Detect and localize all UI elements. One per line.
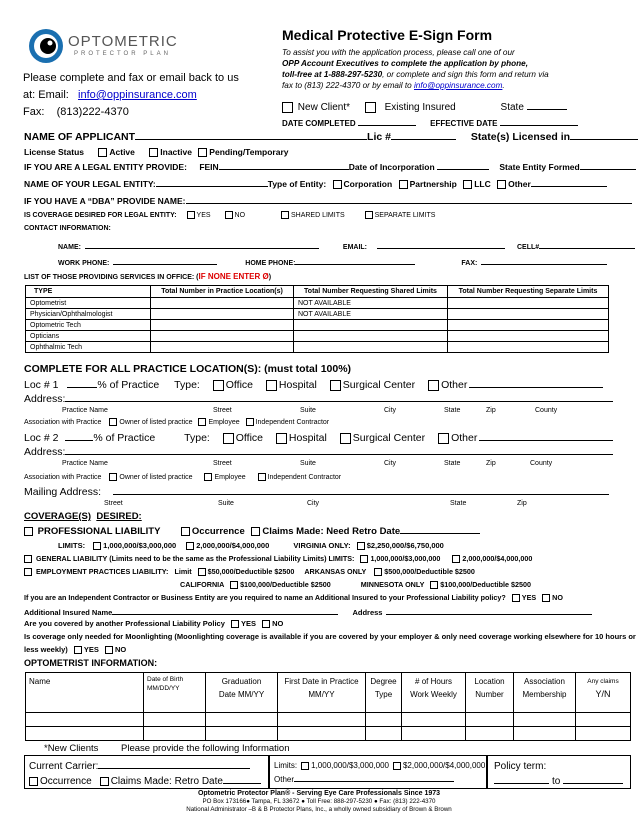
optometrist-info-heading: OPTOMETRIST INFORMATION:	[24, 658, 158, 668]
service-count-cell[interactable]	[151, 309, 294, 320]
inactive-checkbox[interactable]	[149, 148, 158, 157]
loc1-office-checkbox[interactable]	[213, 380, 224, 391]
footer-company: Optometric Protector Plan® - Serving Eye Care Professionals Since 1973	[197, 790, 441, 797]
service-count-cell[interactable]	[151, 298, 294, 309]
dba-row: IF YOU HAVE A “DBA” PROVIDE NAME:	[24, 195, 632, 206]
locations-heading: COMPLETE FOR ALL PRACTICE LOCATION(S): (must total 100%)	[24, 363, 352, 375]
addl-no-checkbox[interactable]	[542, 594, 550, 602]
footer-address: PO Box 173166● Tampa, FL 33672 ● Toll Free: 888-297-5230 ● Fax: (813) 222-4370	[202, 798, 436, 805]
retro-date-field[interactable]	[400, 525, 480, 534]
date-row: DATE COMPLETED EFFECTIVE DATE	[282, 117, 578, 128]
intro-email-link[interactable]: info@oppinsurance.com	[413, 81, 503, 90]
loc1-address-labels: Practice Name Street Suite City State Zip County	[62, 407, 558, 414]
fein-field[interactable]	[219, 161, 349, 170]
loc2-association-row: Association with Practice Owner of listed practice Employee Independent Contractor	[24, 473, 342, 481]
current-carrier-box: Current Carrier: Occurrence Claims Made: Retro Date	[24, 755, 269, 789]
contact-box	[23, 70, 268, 128]
col-type: TYPE	[26, 286, 151, 298]
new-client-checkbox[interactable]	[282, 102, 293, 113]
effective-date-field[interactable]	[500, 117, 578, 126]
service-count-cell: NOT AVAILABLE	[294, 309, 448, 320]
service-count-cell[interactable]	[294, 320, 448, 331]
loc2-owner-checkbox[interactable]	[109, 473, 117, 481]
epl-minnesota-checkbox[interactable]	[430, 581, 438, 589]
license-status-row: License Status Active Inactive Pending/Temporary	[24, 147, 289, 157]
epl-row-2: CALIFORNIA $100,000/Deductible $2500 MINNESOTA ONLY $100,000/Deductible $2500	[180, 580, 531, 589]
loc1-independent-checkbox[interactable]	[246, 418, 254, 426]
optometrist-header-cell: Any claims Y/N	[576, 673, 631, 713]
gl-checkbox[interactable]	[24, 555, 32, 563]
current-carrier-field[interactable]	[98, 760, 250, 769]
optometrist-input-cell[interactable]	[26, 713, 144, 727]
term-end-field[interactable]	[563, 775, 623, 784]
services-row	[26, 298, 609, 309]
optometrist-row	[26, 713, 631, 727]
moonlight-question: Is coverage only needed for Moonlighting (Moonlighting coverage is available if you are covered by your employer & only need coverage working elsewhere for 10 hours or	[24, 632, 636, 641]
legal-name-row: NAME OF YOUR LEGAL ENTITY: Type of Entity: Corporation Partnership LLC Other	[24, 178, 607, 189]
optometrist-header-cell: Date of Birth MM/DD/YY	[144, 673, 206, 713]
addl-yes-checkbox[interactable]	[512, 594, 520, 602]
contact-instruction: Please complete and fax or email back to us	[23, 72, 239, 84]
legal-entity-row: IF YOU ARE A LEGAL ENTITY PROVIDE: FEIN Date of Incorporation State Entity Formed	[24, 161, 636, 172]
loc1-owner-checkbox[interactable]	[109, 418, 117, 426]
loc1-hospital-checkbox[interactable]	[266, 380, 277, 391]
loc2-surgical-checkbox[interactable]	[340, 433, 351, 444]
email-link[interactable]: info@oppinsurance.com	[78, 89, 197, 101]
services-row	[26, 331, 609, 342]
logo-brand: OPTOMETRIC	[68, 33, 178, 50]
moonlight-answer-row: less weekly) YES NO	[24, 645, 127, 654]
service-type-cell: Optometric Tech	[26, 320, 151, 331]
gl-row: GENERAL LIABILITY (Limits need to be the same as the Professional Liability Limits) LIMITS: 1,000,000/$3,000,000 2,000,000/$4,000,000	[24, 554, 532, 563]
email-label: at: Email:	[23, 89, 69, 101]
contact-fax-field[interactable]	[481, 256, 607, 265]
state-formed-field[interactable]	[580, 161, 636, 170]
entity-no-checkbox[interactable]	[225, 211, 233, 219]
mailing-labels: Street Suite City State Zip	[104, 500, 527, 507]
optometrist-input-cell[interactable]	[514, 713, 576, 727]
logo-mark-icon	[28, 28, 64, 64]
va-limit-checkbox[interactable]	[357, 542, 365, 550]
fax-number: (813)222-4370	[56, 106, 129, 118]
loc2-employee-checkbox[interactable]	[204, 473, 212, 481]
incorporation-date-field[interactable]	[437, 161, 489, 170]
work-phone-field[interactable]	[113, 256, 217, 265]
limits-box: Limits: 1,000,000/$3,000,000 $2,000,000/$4,000,000 Other	[269, 755, 487, 789]
phone-row: WORK PHONE: HOME PHONE: FAX:	[58, 256, 607, 267]
gl-limit1-checkbox[interactable]	[360, 555, 368, 563]
optometrist-table	[25, 672, 631, 741]
pl-limit2-checkbox[interactable]	[186, 542, 194, 550]
services-row	[26, 342, 609, 353]
carrier-other-limit-field[interactable]	[294, 773, 454, 782]
entity-yes-checkbox[interactable]	[187, 211, 195, 219]
epl-arkansas-checkbox[interactable]	[374, 568, 382, 576]
policy-term-box: Policy term: to	[487, 755, 631, 789]
service-count-cell[interactable]	[151, 342, 294, 353]
service-count-cell[interactable]	[151, 320, 294, 331]
loc2-address-labels: Practice Name Street Suite City State Zip County	[62, 460, 553, 467]
optometrist-input-cell[interactable]	[466, 713, 514, 727]
service-count-cell[interactable]	[151, 331, 294, 342]
loc2-percent-field[interactable]	[65, 432, 93, 441]
llc-checkbox[interactable]	[463, 180, 472, 189]
states-licensed-field[interactable]	[570, 131, 638, 140]
date-completed-field[interactable]	[358, 117, 416, 126]
form-title: Medical Protective E-Sign Form	[282, 27, 493, 43]
other-policy-yes-checkbox[interactable]	[231, 620, 239, 628]
loc1-other-field[interactable]	[469, 379, 603, 388]
optometrist-header-cell: First Date in Practice MM/YY	[278, 673, 366, 713]
addl-name-field[interactable]	[112, 606, 338, 615]
services-row	[26, 309, 609, 320]
optometrist-row	[26, 727, 631, 741]
loc1-other-checkbox[interactable]	[428, 380, 439, 391]
optometrist-input-cell[interactable]	[366, 713, 402, 727]
footer-administrator: National Administrator –B & B Protector Plans, Inc., a wholly owned subsidiary of Brown & Brown	[186, 806, 452, 813]
service-type-cell: Optometrist	[26, 298, 151, 309]
optometrist-input-cell[interactable]	[144, 727, 206, 741]
services-row	[26, 320, 609, 331]
partnership-checkbox[interactable]	[399, 180, 408, 189]
loc2-address-field[interactable]	[65, 446, 613, 455]
additional-insured-question: If you are an Independent Contractor or Business Entity are you required to name an Additional Insured to your Professional Liability policy? YES NO	[24, 593, 563, 602]
contact-name-row: NAME: EMAIL: CELL#	[58, 240, 635, 251]
service-type-cell: Ophthalmic Tech	[26, 342, 151, 353]
service-count-cell[interactable]	[294, 342, 448, 353]
moonlight-yes-checkbox[interactable]	[74, 646, 82, 654]
epl-limit1-checkbox[interactable]	[198, 568, 206, 576]
corporation-checkbox[interactable]	[333, 180, 342, 189]
coverage-heading: COVERAGE(S) DESIRED:	[24, 511, 142, 522]
mailing-address-field[interactable]	[113, 486, 609, 495]
loc1-address-field[interactable]	[65, 393, 613, 402]
gl-limit2-checkbox[interactable]	[452, 555, 460, 563]
term-start-field[interactable]	[494, 775, 549, 784]
optometrist-input-cell[interactable]	[26, 727, 144, 741]
contact-email-field[interactable]	[377, 240, 505, 249]
loc1-employee-checkbox[interactable]	[198, 418, 206, 426]
state-field[interactable]	[527, 101, 567, 110]
loc2-address-row: Address:	[24, 446, 613, 458]
logo-sub: PROTECTOR PLAN	[74, 51, 171, 57]
loc1-percent-field[interactable]	[67, 379, 97, 388]
loc2-office-checkbox[interactable]	[223, 433, 234, 444]
other-policy-row: Are you covered by another Professional Liability Policy YES NO	[24, 619, 284, 628]
additional-insured-row: Additional Insured Name Address	[24, 606, 592, 617]
loc2-independent-checkbox[interactable]	[258, 473, 266, 481]
service-type-cell: Physician/Ophthalmologist	[26, 309, 151, 320]
optometrist-input-cell[interactable]	[402, 727, 466, 741]
optometrist-input-cell[interactable]	[278, 713, 366, 727]
loc2-row: Loc # 2 % of Practice Type: Office Hospital Surgical Center Other	[24, 432, 613, 444]
legal-entity-name-field[interactable]	[156, 178, 268, 187]
epl-checkbox[interactable]	[24, 568, 32, 576]
active-checkbox[interactable]	[98, 148, 107, 157]
optometrist-header-cell: Graduation Date MM/YY	[206, 673, 278, 713]
logo	[28, 28, 178, 68]
col-shared: Total Number Requesting Shared Limits	[294, 286, 448, 298]
epl-california-checkbox[interactable]	[230, 581, 238, 589]
addl-address-field[interactable]	[386, 606, 592, 615]
optometrist-input-cell[interactable]	[206, 713, 278, 727]
service-count-cell: NOT AVAILABLE	[294, 298, 448, 309]
optometrist-input-cell[interactable]	[466, 727, 514, 741]
separate-limits-checkbox[interactable]	[365, 211, 373, 219]
col-total: Total Number in Practice Location(s)	[151, 286, 294, 298]
optometrist-header-cell: Name	[26, 673, 144, 713]
pl-limit1-checkbox[interactable]	[93, 542, 101, 550]
applicant-row: NAME OF APPLICANT Lic # State(s) Licensed in	[24, 131, 638, 143]
optometrist-input-cell[interactable]	[576, 713, 631, 727]
prof-liability-checkbox[interactable]	[24, 527, 33, 536]
optometrist-header-cell: Location Number	[466, 673, 514, 713]
service-count-cell[interactable]	[448, 320, 609, 331]
pending-checkbox[interactable]	[198, 148, 207, 157]
optometrist-input-cell[interactable]	[144, 713, 206, 727]
optometrist-input-cell[interactable]	[402, 713, 466, 727]
moonlight-no-checkbox[interactable]	[105, 646, 113, 654]
carrier-occurrence-checkbox[interactable]	[29, 777, 38, 786]
contact-name-field[interactable]	[85, 240, 319, 249]
service-count-cell[interactable]	[448, 331, 609, 342]
services-table	[25, 285, 609, 353]
fax-label: Fax:	[23, 106, 45, 118]
coverage-desired-row: IS COVERAGE DESIRED FOR LEGAL ENTITY: YES NO SHARED LIMITS SEPARATE LIMITS	[24, 211, 436, 219]
loc1-surgical-checkbox[interactable]	[330, 380, 341, 391]
service-count-cell[interactable]	[448, 298, 609, 309]
occurrence-checkbox[interactable]	[181, 527, 190, 536]
other-policy-no-checkbox[interactable]	[262, 620, 270, 628]
other-entity-checkbox[interactable]	[497, 180, 506, 189]
service-count-cell[interactable]	[448, 342, 609, 353]
client-type-row: New Client* Existing Insured State	[282, 101, 567, 113]
service-count-cell[interactable]	[448, 309, 609, 320]
intro-text: To assist you with the application process, please call one of our OPP Account Executives to complete the application by phone, toll-free at 1-888-297-5230, or complete and sign this form and return via fax to (813) 222-4370 or by email to info@oppinsurance.com.	[282, 48, 549, 90]
loc1-address-row: Address:	[24, 393, 613, 405]
prof-liability-row: PROFESSIONAL LIABILITY Occurrence Claims Made: Need Retro Date	[24, 525, 480, 537]
claims-made-checkbox[interactable]	[251, 527, 260, 536]
existing-insured-checkbox[interactable]	[365, 102, 376, 113]
loc2-other-checkbox[interactable]	[438, 433, 449, 444]
new-clients-row: *New Clients Please provide the following Information	[44, 743, 290, 754]
applicant-name-field[interactable]	[135, 131, 367, 140]
service-type-cell: Opticians	[26, 331, 151, 342]
services-list-label: LIST OF THOSE PROVIDING SERVICES IN OFFICE: (IF NONE ENTER Ø)	[24, 272, 272, 281]
other-entity-field[interactable]	[531, 178, 607, 187]
footer	[0, 790, 638, 814]
optometrist-input-cell[interactable]	[514, 727, 576, 741]
shared-limits-checkbox[interactable]	[281, 211, 289, 219]
loc1-row: Loc # 1 % of Practice Type: Office Hospital Surgical Center Other	[24, 379, 603, 391]
cell-field[interactable]	[539, 240, 635, 249]
limits-row: LIMITS: 1,000,000/$3,000,000 2,000,000/$4,000,000 VIRGINIA ONLY: $2,250,000/$6,750,000	[58, 541, 444, 550]
service-count-cell[interactable]	[294, 331, 448, 342]
optometrist-header-cell: # of Hours Work Weekly	[402, 673, 466, 713]
dba-field[interactable]	[186, 195, 632, 204]
carrier-limit2-checkbox[interactable]	[393, 762, 401, 770]
col-separate: Total Number Requesting Separate Limits	[448, 286, 609, 298]
license-number-field[interactable]	[391, 131, 456, 140]
optometrist-header-cell: Association Membership	[514, 673, 576, 713]
optometrist-header-cell: Degree Type	[366, 673, 402, 713]
carrier-limit1-checkbox[interactable]	[301, 762, 309, 770]
optometrist-input-cell[interactable]	[576, 727, 631, 741]
epl-row: EMPLOYMENT PRACTICES LIABILITY: Limit $50,000/Deductible $2500 ARKANSAS ONLY $500,000/Deductible $2500	[24, 567, 475, 576]
carrier-claims-checkbox[interactable]	[100, 777, 109, 786]
contact-info-heading: CONTACT INFORMATION:	[24, 225, 111, 232]
loc2-hospital-checkbox[interactable]	[276, 433, 287, 444]
optometrist-input-cell[interactable]	[206, 727, 278, 741]
optometrist-input-cell[interactable]	[278, 727, 366, 741]
optometrist-input-cell[interactable]	[366, 727, 402, 741]
mailing-row: Mailing Address:	[24, 486, 609, 498]
carrier-retro-date-field[interactable]	[223, 775, 261, 784]
loc2-other-field[interactable]	[479, 432, 613, 441]
home-phone-field[interactable]	[295, 256, 415, 265]
loc1-association-row: Association with Practice Owner of listed practice Employee Independent Contractor	[24, 418, 330, 426]
